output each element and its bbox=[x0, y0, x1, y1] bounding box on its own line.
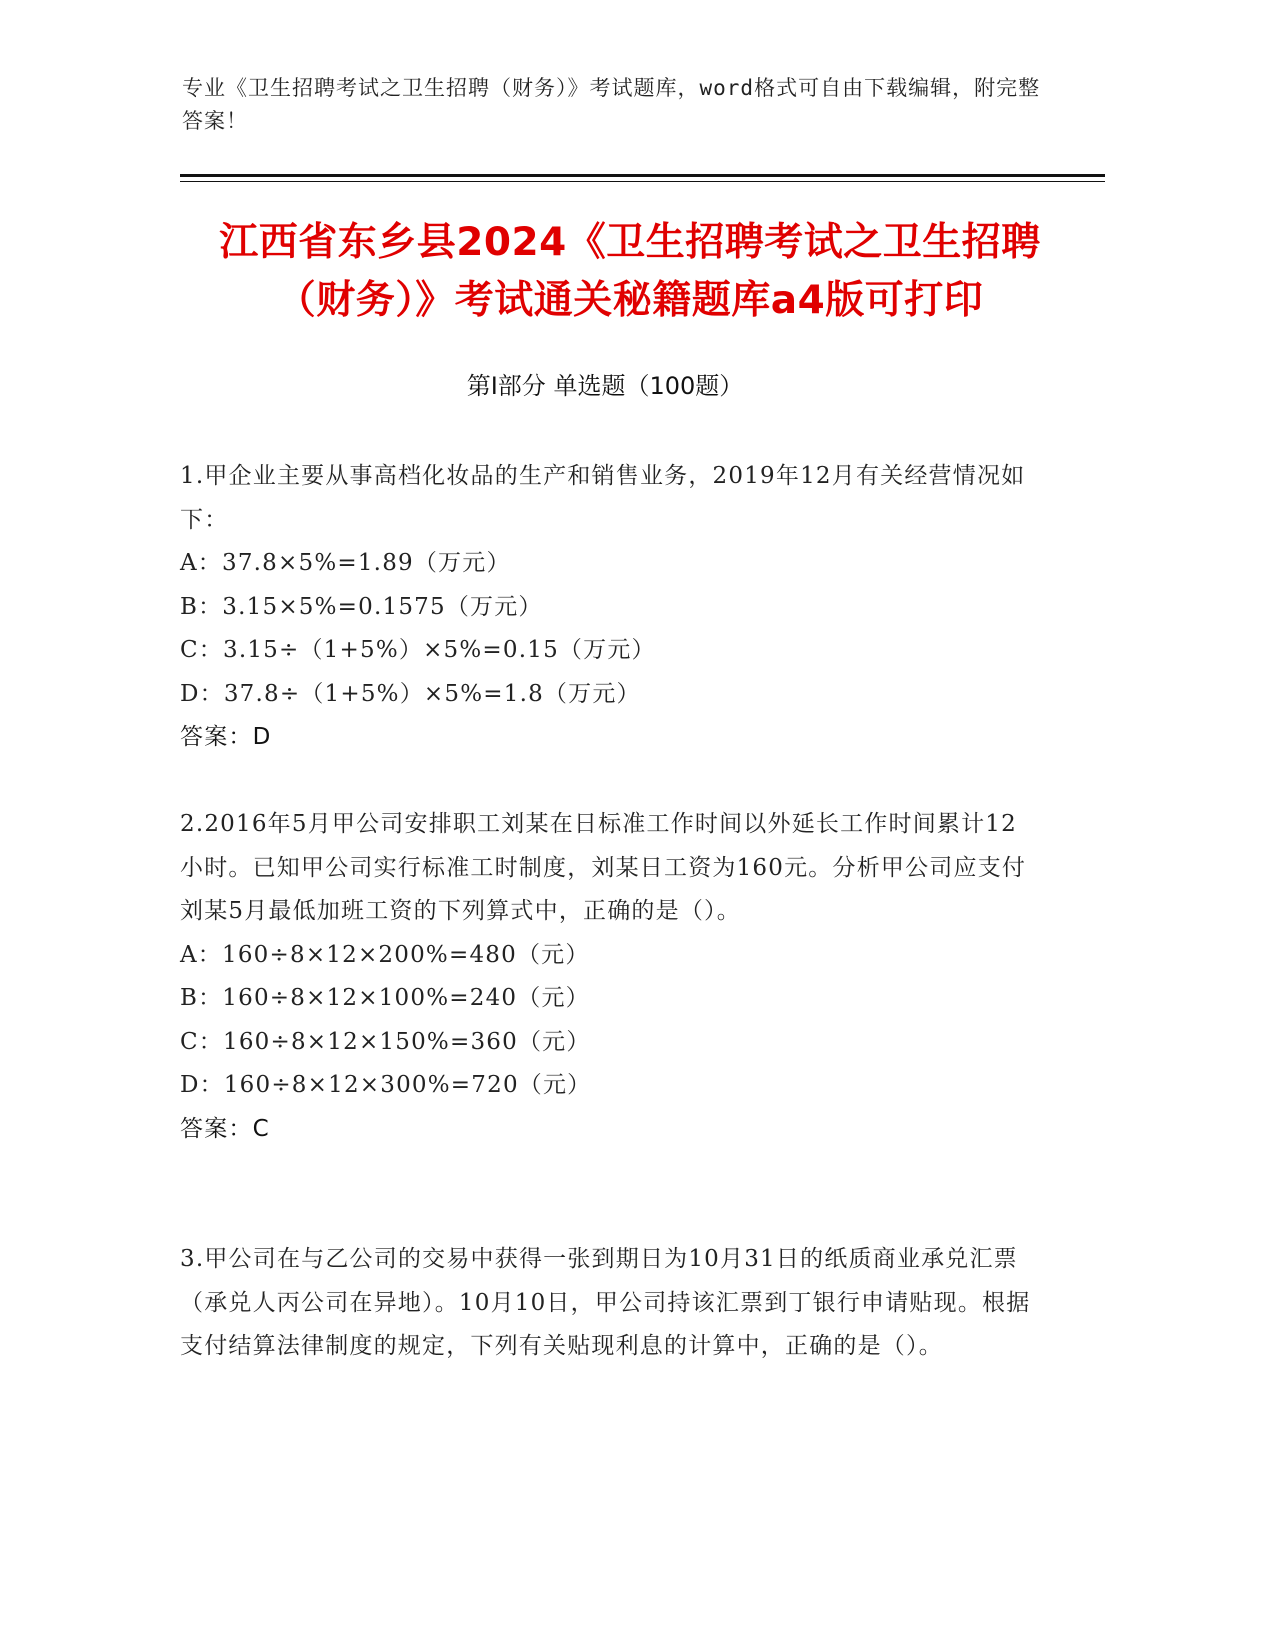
section-heading: 第Ⅰ部分 单选题（100题） bbox=[466, 372, 744, 400]
answer: 答案：C bbox=[180, 1115, 270, 1142]
question-1 bbox=[180, 455, 1040, 760]
document-title: 江西省东乡县2024《卫生招聘考试之卫生招聘（财务）》考试通关秘籍题库a4版可打印 bbox=[219, 220, 1041, 323]
option-c: C：3.15÷（1+5%）×5%=0.15（万元） bbox=[180, 637, 656, 663]
option-d: D：160÷8×12×300%=720（元） bbox=[180, 1072, 592, 1098]
question-2 bbox=[180, 803, 1040, 1151]
question-stem: 3.甲公司在与乙公司的交易中获得一张到期日为10月31日的纸质商业承兑汇票（承兑人丙公司在异地）。10月10日，甲公司持该汇票到丁银行申请贴现。根据支付结算法律制度的规定，下列有关贴现利息的计算中，正确的是（）。 bbox=[180, 1246, 1031, 1359]
option-b: B：160÷8×12×100%=240（元） bbox=[180, 985, 590, 1011]
header-note: 专业《卫生招聘考试之卫生招聘（财务）》考试题库，word格式可自由下载编辑，附完整答案！ bbox=[182, 76, 1041, 133]
option-c: C：160÷8×12×150%=360（元） bbox=[180, 1028, 591, 1055]
question-3 bbox=[180, 1238, 1040, 1369]
header-divider-thin bbox=[180, 181, 1105, 182]
header-divider-thick bbox=[180, 174, 1105, 177]
option-b: B：3.15×5%=0.1575（万元） bbox=[180, 593, 543, 620]
option-a: A：37.8×5%=1.89（万元） bbox=[180, 550, 511, 576]
question-stem: 2.2016年5月甲公司安排职工刘某在日标准工作时间以外延长工作时间累计12小时。已知甲公司实行标准工时制度，刘某日工资为160元。分析甲公司应支付刘某5月最低加班工资的下列算式中，正确的是（）。 bbox=[180, 811, 1027, 924]
option-a: A：160÷8×12×200%=480（元） bbox=[180, 941, 590, 968]
answer: 答案：D bbox=[180, 724, 272, 750]
option-d: D：37.8÷（1+5%）×5%=1.8（万元） bbox=[180, 680, 641, 707]
question-stem: 1.甲企业主要从事高档化妆品的生产和销售业务，2019年12月有关经营情况如下： bbox=[180, 463, 1026, 533]
